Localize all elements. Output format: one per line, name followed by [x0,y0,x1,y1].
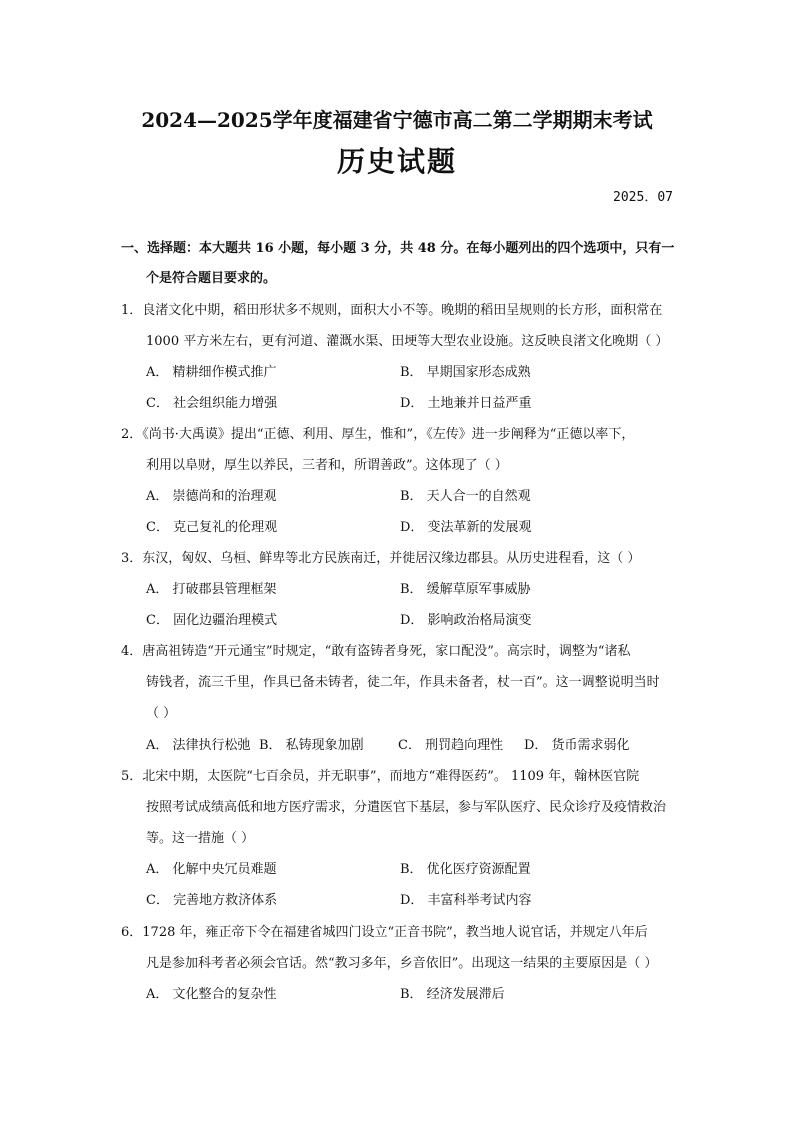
exam-title: 2024—2025学年度福建省宁德市高二第二学期期末考试 [141,108,653,132]
question-6-option-b: B． 经济发展滞后 [400,987,505,1002]
question-5-option-b: B． 优化医疗资源配置 [400,862,531,877]
question-3-option-c: C． 固化边疆治理模式 [146,613,278,628]
question-4-option-d: D． 货币需求弱化 [524,738,630,753]
question-1-option-a: A． 精耕细作模式推广 [146,365,277,380]
question-5-stem-line3: 等。这一措施（ ） [146,831,255,846]
question-5-option-a: A． 化解中央冗员难题 [146,862,277,877]
question-1-option-c: C． 社会组织能力增强 [146,396,278,411]
question-5-stem-line2: 按照考试成绩高低和地方医疗需求，分遣医官下基层，参与军队医疗、民众诊疗及疫情救治 [146,800,667,815]
question-2-stem-line2: 利用以阜财，厚生以养民，三者和，所谓善政”。这体现了（ ） [146,458,508,473]
question-2-stem-line1: 2．《尚书·大禹谟》提出“正德、利用、厚生，惟和”，《左传》进一步阐释为“正德以率下， [121,427,635,442]
exam-subject-title: 历史试题 [336,145,457,178]
question-4-stem-line1: 4．唐高祖铸造“开元通宝”时规定，“敢有盗铸者身死，家口配没”。高宗时，调整为“诸私 [121,644,631,659]
question-3-option-a: A． 打破郡县管理框架 [146,582,277,597]
question-4-stem-line3: （ ） [146,706,177,721]
question-4-option-a: A． 法律执行松弛 [146,738,251,753]
question-2-option-c: C． 克己复礼的伦理观 [146,520,278,535]
question-1-option-b: B． 早期国家形态成熟 [400,365,531,380]
question-5-option-c: C． 完善地方救济体系 [146,893,278,908]
question-5-stem-line1: 5．北宋中期，太医院“七百余员，并无职事”，而地方“难得医药”。 1109 年，翰林医官院 [121,769,640,784]
question-4-option-c: C． 刑罚趋向理性 [398,738,504,753]
question-1-stem-line2: 1000 平方米左右，更有河道、灌溉水渠、田埂等大型农业设施。这反映良渚文化晚期（ ） [146,334,669,349]
question-4-stem-line2: 铸钱者，流三千里，作具已备未铸者，徒二年，作具未备者，杖一百”。这一调整说明当时 [146,675,660,690]
question-4-option-b: B． 私铸现象加剧 [259,738,364,753]
section-instructions-line2: 个是符合题目要求的。 [146,271,277,286]
question-1-option-d: D． 土地兼并日益严重 [400,396,532,411]
exam-date: 2025．07 [613,190,673,205]
question-3-option-d: D． 影响政治格局演变 [400,613,532,628]
question-2-option-b: B． 天人合一的自然观 [400,489,531,504]
question-3-option-b: B． 缓解草原军事威胁 [400,582,531,597]
question-6-stem-line2: 凡是参加科考者必须会官话。然“教习多年，乡音依旧”。出现这一结果的主要原因是（ ） [146,956,658,971]
section-instructions-line1: 一、选择题：本大题共 16 小题，每小题 3 分，共 48 分。在每小题列出的四个选项中，只有一 [121,241,675,256]
question-2-option-d: D． 变法革新的发展观 [400,520,532,535]
question-5-option-d: D． 丰富科举考试内容 [400,893,532,908]
question-2-option-a: A． 崇德尚和的治理观 [146,489,277,504]
question-6-option-a: A． 文化整合的复杂性 [146,987,277,1002]
question-6-stem-line1: 6．1728 年，雍正帝下令在福建省城四门设立“正音书院”，教当地人说官话，并规定八年后 [121,925,648,940]
question-3-stem-line1: 3．东汉，匈奴、乌桓、鲜卑等北方民族南迁，并徙居汉缘边郡县。从历史进程看，这（ ） [121,551,641,566]
question-1-stem-line1: 1．良渚文化中期，稻田形状多不规则，面积大小不等。晚期的稻田呈规则的长方形，面积常在 [121,303,663,318]
